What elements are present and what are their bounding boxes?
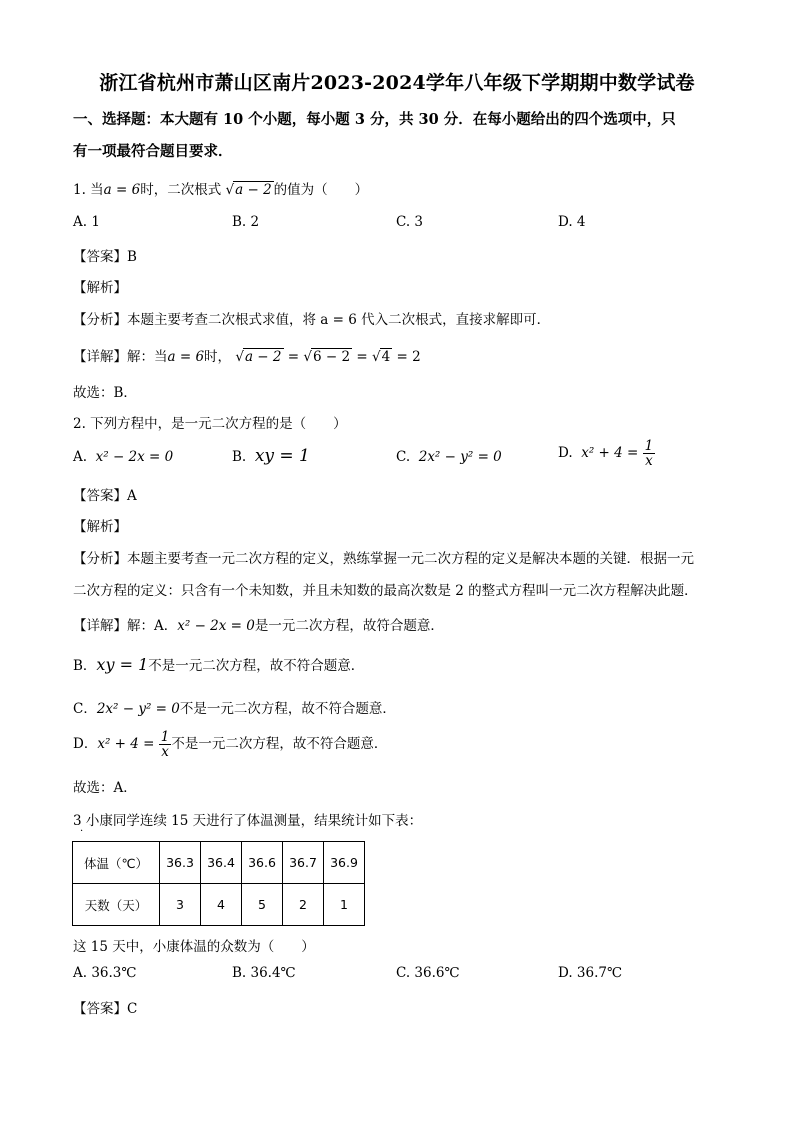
sqrt-icon: √ [372, 349, 381, 365]
table-cell: 2 [283, 884, 324, 926]
section-heading-line2: 有一项最符合题目要求． [73, 143, 233, 160]
q1-choose: 故选：B． [73, 385, 137, 401]
q2-analysis-label: 【解析】 [73, 519, 127, 535]
q3-question: 这 15 天中，小康体温的众数为（ ） [73, 939, 315, 955]
q2-detail-c: C．2x² − y² = 0不是一元二次方程，故不符合题意． [73, 701, 396, 717]
q2-option-b: B. xy = 1 [232, 446, 310, 466]
q3-option-b: B. 36.4℃ [232, 965, 296, 981]
q2-stem: 2. 下列方程中，是一元二次方程的是（ ） [73, 416, 347, 432]
q1-option-a: A. 1 [73, 214, 100, 230]
q1-detail: 【详解】解：当a = 6时， √a − 2 = √6 − 2 = √4 = 2 [73, 349, 421, 365]
table-row [73, 842, 365, 884]
table-cell: 36.9 [324, 842, 365, 884]
table-cell: 5 [242, 884, 283, 926]
table-cell: 36.4 [201, 842, 242, 884]
q1-condition: a = 6 [103, 182, 141, 198]
table-cell: 3 [160, 884, 201, 926]
q2-detail-a: 【详解】解：A．x² − 2x = 0是一元二次方程，故符合题意． [73, 618, 444, 634]
q1-fenxi: 【分析】本题主要考查二次根式求值，将 a = 6 代入二次根式，直接求解即可． [73, 312, 551, 328]
stray-dot: · [80, 826, 84, 837]
q3-stem: 3 小康同学连续 15 天进行了体温测量，结果统计如下表： [73, 813, 423, 829]
q1-stem: 1. 当a = 6时，二次根式 √a − 2 的值为（ ） [73, 182, 369, 198]
table-cell-header: 天数（天） [73, 884, 160, 926]
q1-option-b: B. 2 [232, 214, 260, 230]
section-heading-line1: 一、选择题：本大题有 10 个小题，每小题 3 分，共 30 分．在每小题给出的四个选项中，只 [73, 111, 676, 128]
fraction: $\frac{1}{x}$ [160, 729, 170, 761]
table-row [73, 884, 365, 926]
q3-answer: 【答案】C [73, 1001, 138, 1017]
sqrt-icon: √ [235, 349, 244, 365]
q2-option-d: D. x² + 4 = $\frac{1}{x}$ [558, 438, 654, 470]
sqrt-icon: √ [303, 349, 313, 365]
table-cell: 36.6 [242, 842, 283, 884]
table-cell: 1 [324, 884, 365, 926]
table-cell: 36.7 [283, 842, 324, 884]
q3-option-a: A. 36.3℃ [73, 965, 137, 981]
q2-choose: 故选：A． [73, 780, 137, 796]
table-cell-header: 体温（℃） [73, 842, 160, 884]
table-cell: 4 [201, 884, 242, 926]
q2-fenxi-line2: 二次方程的定义：只含有一个未知数，并且未知数的最高次数是 2 的整式方程叫一元二次方程解决此题． [73, 583, 698, 599]
table-cell: 36.3 [160, 842, 201, 884]
page-title: 浙江省杭州市萧山区南片2023-2024学年八年级下学期期中数学试卷 [99, 72, 695, 94]
q1-radicand: a − 2 [235, 182, 272, 198]
q1-option-d: D. 4 [558, 214, 586, 230]
fraction: $\frac{1}{x}$ [644, 438, 654, 470]
q2-option-c: C. 2x² − y² = 0 [396, 449, 502, 465]
q3-option-d: D. 36.7℃ [558, 965, 623, 981]
q2-option-a: A. x² − 2x = 0 [73, 449, 174, 465]
sqrt-icon: √ [225, 182, 235, 198]
q2-answer: 【答案】A [73, 488, 137, 504]
q1-analysis-label: 【解析】 [73, 280, 127, 296]
temperature-table [72, 841, 365, 926]
q2-detail-b: B．xy = 1不是一元二次方程，故不符合题意． [73, 655, 365, 674]
q3-option-c: C. 36.6℃ [396, 965, 460, 981]
q2-fenxi-line1: 【分析】本题主要考查一元二次方程的定义，熟练掌握一元二次方程的定义是解决本题的关键．根据一元 [73, 551, 694, 567]
q2-detail-d: D．x² + 4 = $\frac{1}{x}$ 不是一元二次方程，故不符合题意． [73, 729, 388, 761]
q1-option-c: C. 3 [396, 214, 424, 230]
q1-answer: 【答案】B [73, 249, 137, 265]
